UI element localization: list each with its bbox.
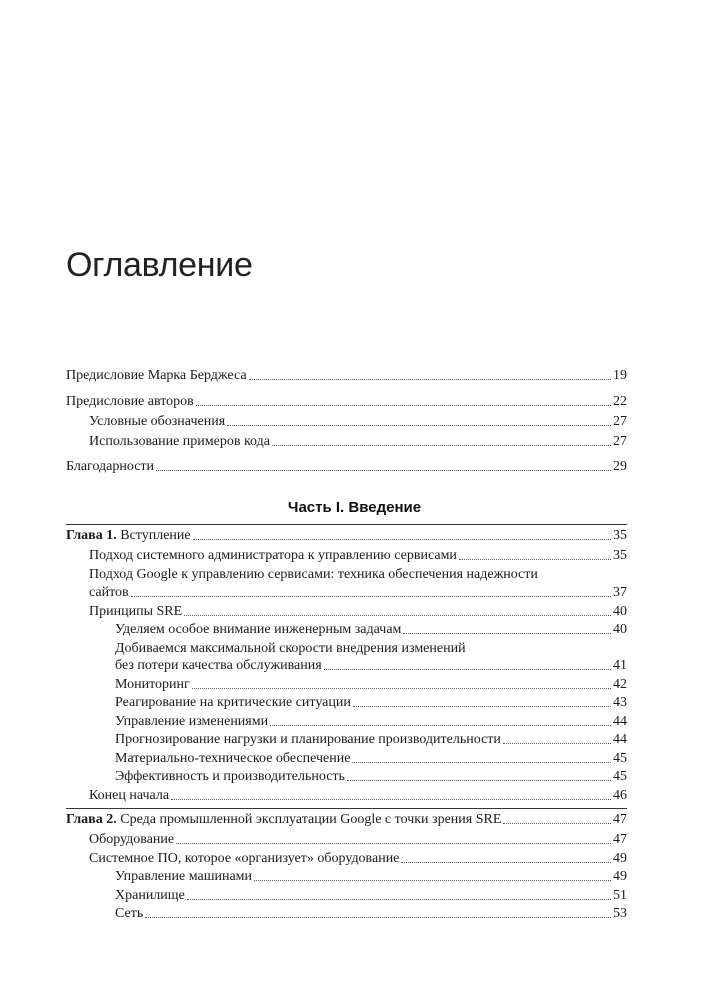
toc-entry[interactable] (66, 367, 627, 385)
leader-dots (249, 378, 611, 380)
chapter-label (66, 811, 501, 829)
toc-entry[interactable] (115, 694, 627, 712)
chapter-title: Вступление (116, 528, 191, 543)
toc-entry-page: 45 (613, 751, 627, 766)
leader-dots (324, 668, 611, 670)
toc-entry-label: Предисловие авторов (66, 394, 194, 409)
toc-entry-label: Хранилище (115, 888, 185, 903)
toc-entry-page: 47 (613, 812, 627, 827)
toc-entry-label: Принципы SRE (89, 604, 183, 619)
toc-entry[interactable] (89, 787, 627, 805)
leader-dots (401, 861, 611, 863)
toc-entry-page: 49 (613, 851, 627, 866)
leader-dots (193, 538, 611, 540)
chapter-entry[interactable] (66, 811, 627, 829)
toc-entry-page: 22 (613, 394, 627, 409)
chapter-title: Среда промышленной эксплуатации Google с точки зрения SRE (116, 812, 502, 827)
toc-entry[interactable] (115, 731, 627, 749)
toc-entry[interactable] (89, 433, 627, 451)
toc-entry-page: 27 (613, 414, 627, 429)
chapter-prefix: Глава 1. (66, 528, 117, 543)
toc-entry[interactable] (66, 458, 627, 476)
leader-dots (192, 687, 611, 689)
toc-entry[interactable] (89, 547, 627, 565)
toc-entry-page: 37 (613, 585, 627, 600)
leader-dots (403, 632, 611, 634)
toc-entry-label: Системное ПО, которое «организует» оборудование (89, 851, 400, 866)
toc-entry-label: Условные обозначения (89, 414, 226, 429)
toc-entry-label-line1: Подход Google к управлению сервисами: техника обеспечения надежности (89, 567, 538, 582)
toc-entry[interactable] (115, 768, 627, 786)
toc-entry-page: 45 (613, 769, 627, 784)
part-heading: Часть I. Введение (287, 499, 422, 516)
chapter-rule (66, 524, 627, 525)
toc-entry-page: 49 (613, 869, 627, 884)
toc-entry[interactable] (115, 657, 627, 675)
toc-entry[interactable] (115, 887, 627, 905)
leader-dots (352, 761, 611, 763)
leader-dots (347, 779, 611, 781)
toc-entry-label: без потери качества обслуживания (115, 658, 322, 673)
toc-entry-label: Оборудование (89, 832, 175, 847)
toc-entry-page: 41 (613, 658, 627, 673)
toc-entry[interactable] (115, 905, 627, 923)
toc-entry-label: сайтов (89, 585, 129, 600)
toc-entry-label: Предисловие Марка Берджеса (66, 368, 247, 383)
toc-entry-page: 53 (613, 906, 627, 921)
toc-entry-label: Управление машинами (115, 869, 253, 884)
toc-entry[interactable] (115, 676, 627, 694)
leader-dots (272, 444, 611, 446)
toc-entry-page: 44 (613, 732, 627, 747)
leader-dots (176, 842, 611, 844)
toc-entry-label: Подход системного администратора к управлению сервисами (89, 548, 457, 563)
chapter-entry[interactable] (66, 527, 627, 545)
toc-entry-label-line1: Добиваемся максимальной скорости внедрения изменений (115, 641, 466, 656)
toc-entry-page: 46 (613, 788, 627, 803)
toc-entry-label: Сеть (115, 906, 144, 921)
toc-entry-label: Уделяем особое внимание инженерным задачам (115, 622, 402, 637)
toc-entry-page: 51 (613, 888, 627, 903)
leader-dots (171, 798, 611, 800)
chapter-rule (66, 808, 627, 809)
toc-entry-label: Мониторинг (115, 677, 190, 692)
leader-dots (227, 424, 611, 426)
toc-entry[interactable] (89, 603, 627, 621)
toc-entry-page: 40 (613, 622, 627, 637)
toc-entry-page: 47 (613, 832, 627, 847)
leader-dots (503, 822, 611, 824)
toc-entry-label: Благодарности (66, 459, 155, 474)
toc-entry-page: 43 (613, 695, 627, 710)
leader-dots (184, 614, 611, 616)
leader-dots (156, 469, 611, 471)
toc-entry-page: 35 (613, 548, 627, 563)
toc-entry[interactable] (115, 868, 627, 886)
leader-dots (196, 404, 611, 406)
leader-dots (131, 595, 611, 597)
toc-entry-label: Материально-техническое обеспечение (115, 751, 351, 766)
leader-dots (187, 898, 611, 900)
toc-entry-label: Эффективность и производительность (115, 769, 345, 784)
toc-entry-label: Реагирование на критические ситуации (115, 695, 351, 710)
leader-dots (353, 705, 611, 707)
toc-entry-label: Использование примеров кода (89, 434, 270, 449)
page-title: Оглавление (66, 246, 253, 284)
leader-dots (145, 916, 611, 918)
leader-dots (254, 879, 611, 881)
toc-entry-page: 19 (613, 368, 627, 383)
toc-entry-page: 44 (613, 714, 627, 729)
chapter-label (66, 527, 191, 545)
toc-entry[interactable] (89, 584, 627, 602)
toc-entry[interactable] (115, 750, 627, 768)
toc-entry-label: Конец начала (89, 788, 170, 803)
leader-dots (503, 742, 611, 744)
toc-entry[interactable] (89, 831, 627, 849)
toc-entry-page: 29 (613, 459, 627, 474)
chapter-prefix: Глава 2. (66, 812, 117, 827)
toc-entry-page: 42 (613, 677, 627, 692)
toc-entry-page: 27 (613, 434, 627, 449)
toc-entry[interactable] (115, 713, 627, 731)
toc-entry-label: Управление изменениями (115, 714, 269, 729)
toc-entry[interactable] (89, 850, 627, 868)
toc-entry-label: Прогнозирование нагрузки и планирование производительности (115, 732, 501, 747)
toc-entry[interactable] (89, 413, 627, 431)
toc-entry-page: 35 (613, 528, 627, 543)
toc-entry[interactable] (115, 621, 627, 639)
leader-dots (270, 724, 611, 726)
toc-entry-page: 40 (613, 604, 627, 619)
leader-dots (459, 558, 611, 560)
toc-entry[interactable] (66, 393, 627, 411)
